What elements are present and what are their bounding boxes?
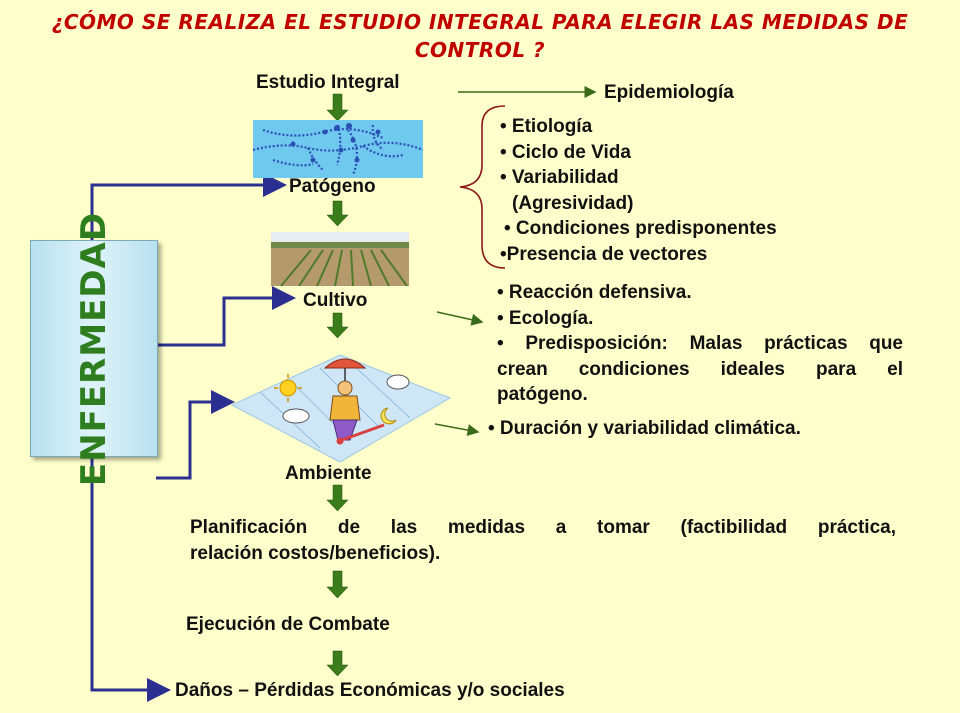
down-arrow-2 [327, 201, 348, 226]
disease-box [30, 211, 158, 486]
cultivo-list-arrow [437, 312, 482, 322]
disease-label: ENFERMEDAD [74, 211, 114, 486]
down-arrow-6 [327, 651, 348, 676]
list-item: crean condiciones ideales para el [497, 358, 903, 380]
list-item: • Ecología. [497, 307, 594, 329]
node-danos: Daños – Pérdidas Económicas y/o sociales [175, 680, 565, 701]
down-arrow-5 [327, 571, 348, 598]
ambiente-item: • Duración y variabilidad climática. [488, 418, 801, 439]
connector-danos [92, 455, 168, 690]
title-line-1: ¿CÓMO SE REALIZA EL ESTUDIO INTEGRAL PARA ELEGIR LAS MEDIDAS DE [51, 10, 909, 34]
node-ambiente: Ambiente [285, 463, 372, 484]
weather-clipart-image [232, 355, 450, 462]
list-item: • Ciclo de Vida [500, 141, 631, 163]
list-item: • Etiología [500, 116, 593, 137]
crop-field-image [271, 232, 409, 286]
list-item: •Presencia de vectores [500, 243, 708, 265]
pathogen-image [253, 120, 423, 178]
node-estudio-integral: Estudio Integral [256, 72, 400, 93]
node-patogeno: Patógeno [289, 176, 376, 197]
list-item: • Predisposición: Malas prácticas que [497, 333, 903, 354]
node-cultivo: Cultivo [303, 290, 368, 311]
patogeno-brace [460, 106, 505, 268]
node-planificacion-line2: relación costos/beneficios). [190, 543, 441, 564]
node-ejecucion: Ejecución de Combate [186, 614, 390, 635]
connector-ambiente [156, 402, 232, 478]
list-item: • Condiciones predisponentes [504, 218, 777, 239]
down-arrow-4 [327, 485, 348, 511]
list-item: • Reacción defensiva. [497, 282, 692, 303]
cultivo-list [497, 280, 903, 408]
list-item: (Agresividad) [512, 192, 634, 214]
list-item: patógeno. [497, 384, 588, 405]
node-epidemiologia: Epidemiología [604, 82, 734, 103]
list-item: • Variabilidad [500, 167, 619, 188]
node-planificacion: Planificación de las medidas a tomar (factibilidad práctica, [190, 517, 896, 538]
connector-cultivo [156, 298, 293, 345]
connector-patogeno [92, 185, 284, 240]
down-arrow-1 [327, 94, 348, 121]
title-line-2: CONTROL ? [414, 38, 546, 62]
ambiente-list-arrow [435, 424, 478, 432]
patogeno-list [500, 114, 777, 267]
down-arrow-3 [327, 313, 348, 338]
